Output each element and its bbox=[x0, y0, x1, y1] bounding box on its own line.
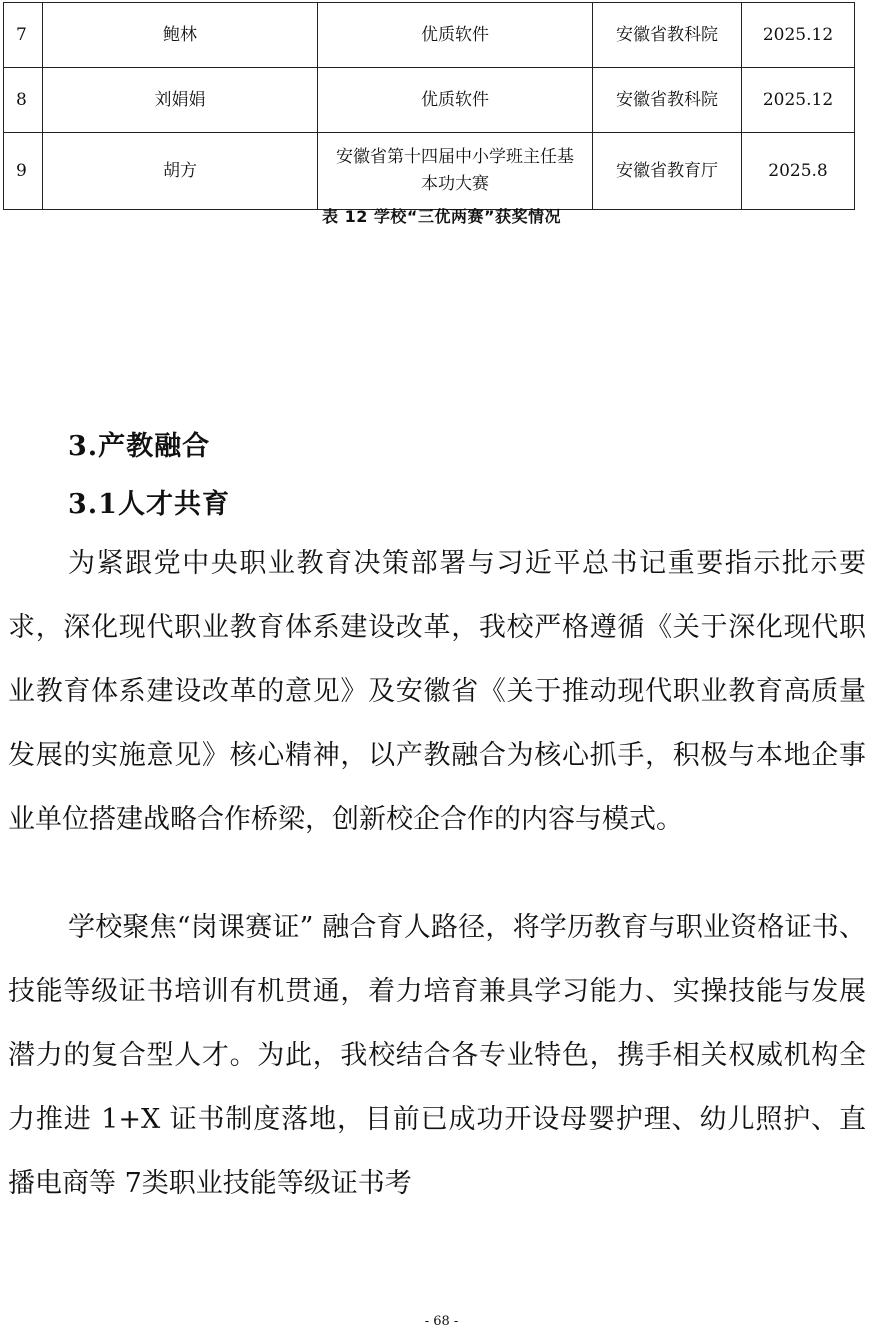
award-date: 2025.12 bbox=[742, 3, 855, 68]
row-number: 7 bbox=[4, 3, 43, 68]
awarding-organization: 安徽省教科院 bbox=[593, 3, 742, 68]
award-project: 安徽省第十四届中小学班主任基本功大赛 bbox=[318, 133, 593, 210]
page-number: - 68 - bbox=[424, 1314, 459, 1329]
table-row bbox=[4, 68, 855, 133]
row-number: 8 bbox=[4, 68, 43, 133]
award-date: 2025.12 bbox=[742, 68, 855, 133]
award-project: 优质软件 bbox=[318, 68, 593, 133]
award-project: 优质软件 bbox=[318, 3, 593, 68]
section-heading: 3.产教融合 bbox=[68, 431, 211, 462]
winner-name: 鲍林 bbox=[43, 3, 318, 68]
table-row bbox=[4, 3, 855, 68]
row-number: 9 bbox=[4, 133, 43, 210]
body-paragraph: 为紧跟党中央职业教育决策部署与习近平总书记重要指示批示要求，深化现代职业教育体系建设改革，我校严格遵循《关于深化现代职业教育体系建设改革的意见》及安徽省《关于推动现代职业教育高质量发展的实施意见》核心精神，以产教融合为核心抓手，积极与本地企事业单位搭建战略合作桥梁，创新校企合作的内容与模式。 bbox=[8, 548, 866, 835]
awarding-organization: 安徽省教科院 bbox=[593, 68, 742, 133]
awarding-organization: 安徽省教育厅 bbox=[593, 133, 742, 210]
table-row bbox=[4, 133, 855, 210]
winner-name: 刘娟娟 bbox=[43, 68, 318, 133]
table-caption: 表 12 学校“三优两赛”获奖情况 bbox=[322, 207, 561, 226]
winner-name: 胡方 bbox=[43, 133, 318, 210]
body-paragraph: 学校聚焦“岗课赛证” 融合育人路径，将学历教育与职业资格证书、技能等级证书培训有机贯通，着力培育兼具学习能力、实操技能与发展潜力的复合型人才。为此，我校结合各专业特色，携手相关权威机构全力推进 1+X 证书制度落地，目前已成功开设母婴护理、幼儿照护、直播电商等 7类职业技能等级证书考 bbox=[8, 912, 866, 1199]
subsection-heading: 3.1人才共育 bbox=[68, 489, 230, 520]
award-table bbox=[3, 2, 855, 210]
award-date: 2025.8 bbox=[742, 133, 855, 210]
